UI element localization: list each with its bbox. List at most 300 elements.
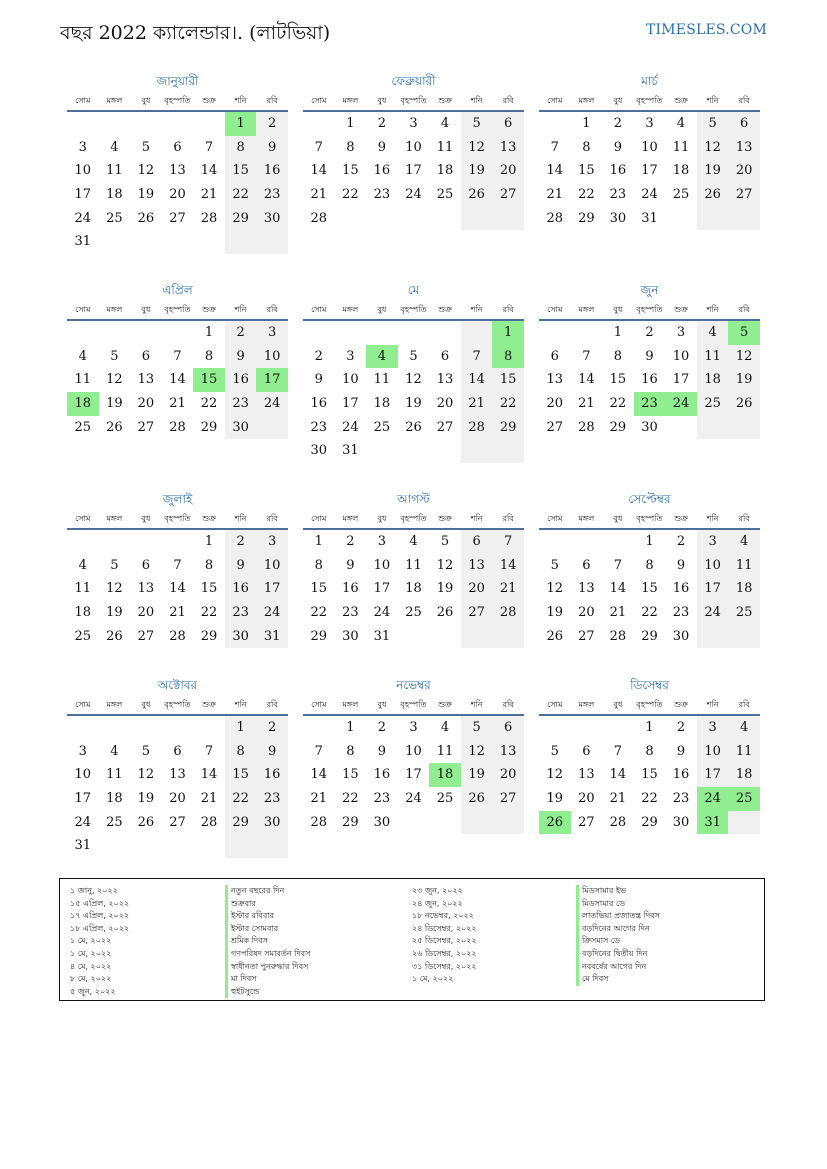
days-grid [303,112,524,230]
day-cell: 10 [405,743,422,759]
day-cell: 21 [578,396,595,412]
empty-cell [193,716,225,740]
empty-cell [99,716,131,740]
weekday-label: বুধ [141,305,151,314]
day-cell: 5 [461,716,493,740]
day-cell: 22 [225,183,257,207]
empty-cell [162,530,194,554]
day-cell: 22 [578,187,595,203]
legend-date: ২৪ ডিসেম্বর, ২০২২ [412,923,477,933]
day-cell: 2 [314,348,323,364]
empty-cell [225,230,257,254]
weekday-label: বুধ [377,514,387,523]
day-cell: 20 [492,763,524,787]
day-cell: 18 [672,163,690,179]
weekday-label: বুধ [613,700,623,709]
day-cell: 5 [110,348,119,364]
day-cell: 30 [373,814,391,830]
day-cell: 4 [366,345,398,369]
day-cell: 29 [641,814,658,830]
empty-cell [492,811,524,835]
day-cell: 14 [492,554,524,578]
day-cell: 26 [697,183,729,207]
days-grid [303,530,524,648]
day-cell: 4 [440,116,450,131]
weekday-label: শুক্র [202,96,216,105]
days-grid [67,112,288,254]
days-grid [539,716,760,834]
day-cell: 16 [342,581,359,597]
empty-cell [398,207,430,231]
empty-cell [429,811,461,835]
day-cell: 18 [106,187,123,203]
day-cell: 5 [550,557,559,573]
day-cell: 24 [256,392,288,416]
day-cell: 10 [373,557,391,573]
days-grid [67,530,288,648]
day-cell: 7 [173,348,182,364]
empty-cell [665,416,697,440]
day-cell: 23 [373,187,391,203]
day-cell: 12 [436,557,454,573]
day-cell: 25 [106,814,123,830]
empty-cell [303,716,335,740]
legend-date: ১৭ এপ্রিল, ২০২২ [70,911,130,921]
day-cell: 5 [728,321,760,345]
day-cell: 20 [169,791,186,807]
day-cell: 7 [204,743,214,759]
day-cell: 4 [728,530,760,554]
day-cell: 27 [137,628,155,644]
day-cell: 21 [461,392,493,416]
day-cell: 6 [582,557,591,573]
day-cell: 14 [546,163,564,179]
day-cell: 20 [546,396,564,412]
day-cell: 24 [405,187,422,203]
day-cell: 4 [440,720,450,735]
day-cell: 18 [67,392,99,416]
brand-link[interactable]: TIMESLES.COM [646,22,767,38]
weekday-label: বুধ [377,305,387,314]
day-cell: 17 [672,372,690,388]
weekday-label: মঙ্গল [106,96,123,105]
legend-holiday-name: মিডসামার ইভ [576,885,660,898]
day-cell: 28 [310,210,328,226]
day-cell: 22 [200,396,218,412]
day-cell: 15 [225,159,257,183]
day-cell: 3 [377,534,387,549]
weekday-header [303,92,524,112]
empty-cell [539,716,571,740]
day-cell: 2 [377,116,387,131]
day-cell: 15 [641,581,658,597]
day-cell: 29 [641,628,658,644]
day-cell: 10 [342,372,359,388]
empty-cell [162,716,194,740]
empty-cell [492,207,524,231]
empty-cell [335,321,367,345]
day-cell: 1 [645,720,654,735]
weekday-label: সোম [547,96,563,105]
day-cell: 3 [256,530,288,554]
empty-cell [571,716,603,740]
legend-date: ২৬ ডিসেম্বর, ২০২২ [412,948,477,958]
day-cell: 5 [697,112,729,136]
day-cell: 30 [641,419,658,435]
empty-cell [728,207,760,231]
days-grid [303,321,524,463]
day-cell: 9 [377,743,387,759]
legend-names-left [225,885,310,998]
day-cell: 21 [169,396,186,412]
day-cell: 31 [74,838,92,854]
day-cell: 13 [137,581,155,597]
day-cell: 9 [314,372,323,388]
empty-cell [539,112,571,136]
month-block [303,490,524,648]
day-cell: 29 [342,814,359,830]
empty-cell [728,811,760,835]
day-cell: 20 [578,791,595,807]
day-cell: 12 [461,740,493,764]
weekday-label: শনি [470,700,483,709]
day-cell: 7 [613,743,623,759]
weekday-label: সোম [75,305,91,314]
weekday-label: শনি [234,305,247,314]
month-name: ফেব্রুয়ারী [391,74,436,88]
weekday-label: বৃহস্পতি [164,514,191,523]
weekday-header [539,301,760,321]
empty-cell [461,207,493,231]
month-name: মার্চ [641,74,658,88]
day-cell: 9 [676,743,686,759]
month-block [539,676,760,834]
day-cell: 25 [728,601,760,625]
weekday-label: শুক্র [438,514,452,523]
day-cell: 13 [578,767,595,783]
legend-date: ২৩ জুন, ২০২২ [412,886,463,895]
day-cell: 4 [110,743,119,759]
day-cell: 18 [728,763,760,787]
day-cell: 12 [137,767,155,783]
day-cell: 7 [461,345,493,369]
empty-cell [429,207,461,231]
empty-cell [162,112,194,136]
month-block [67,676,288,858]
day-cell: 3 [78,743,87,759]
legend-date: ২৪ জুন, ২০২২ [412,898,463,908]
weekday-label: শনি [234,96,247,105]
weekday-label: মঙ্গল [342,514,359,523]
day-cell: 26 [461,787,493,811]
weekday-label: শনি [470,305,483,314]
day-cell: 26 [461,183,493,207]
weekday-label: শনি [706,96,719,105]
weekday-label: শনি [706,305,719,314]
weekday-label: শনি [470,96,483,105]
day-cell: 8 [204,348,214,364]
day-cell: 18 [697,368,729,392]
month-block [539,490,760,648]
day-cell: 24 [641,187,658,203]
day-cell: 2 [346,534,355,549]
day-cell: 8 [645,743,654,759]
day-cell: 1 [613,325,623,340]
day-cell: 9 [613,139,623,155]
day-cell: 8 [225,740,257,764]
weekday-header [67,696,288,716]
day-cell: 9 [256,136,288,160]
day-cell: 28 [609,628,627,644]
day-cell: 28 [200,814,218,830]
day-cell: 31 [697,811,729,835]
day-cell: 19 [461,159,493,183]
empty-cell [130,716,162,740]
day-cell: 15 [225,763,257,787]
weekday-label: রবি [266,700,278,709]
weekday-header [303,510,524,530]
weekday-label: রবি [738,514,750,523]
weekday-label: মঙ্গল [578,305,595,314]
day-cell: 7 [550,139,559,155]
weekday-label: শনি [706,700,719,709]
day-cell: 23 [672,791,690,807]
day-cell: 5 [550,743,559,759]
day-cell: 12 [546,581,564,597]
day-cell: 30 [342,628,359,644]
day-cell: 26 [436,605,454,621]
day-cell: 6 [492,716,524,740]
day-cell: 29 [200,628,218,644]
day-cell: 26 [546,628,564,644]
weekday-label: বুধ [377,700,387,709]
month-block [539,72,760,230]
day-cell: 19 [405,396,422,412]
empty-cell [429,439,461,463]
day-cell: 17 [697,577,729,601]
empty-cell [130,112,162,136]
day-cell: 31 [74,234,92,250]
weekday-label: মঙ্গল [342,96,359,105]
day-cell: 12 [405,372,422,388]
day-cell: 31 [256,625,288,649]
day-cell: 20 [169,187,186,203]
day-cell: 14 [609,767,627,783]
day-cell: 27 [169,210,186,226]
day-cell: 26 [405,419,422,435]
day-cell: 27 [578,628,595,644]
weekday-label: মঙ্গল [106,700,123,709]
weekday-label: সোম [75,700,91,709]
days-grid [67,321,288,439]
weekday-label: বুধ [613,96,623,105]
empty-cell [67,530,99,554]
legend-holiday-name: শুক্রবার [225,898,310,911]
empty-cell [461,321,493,345]
empty-cell [193,230,225,254]
day-cell: 5 [110,557,119,573]
empty-cell [130,530,162,554]
empty-cell [130,834,162,858]
empty-cell [130,321,162,345]
day-cell: 8 [204,557,214,573]
empty-cell [303,321,335,345]
weekday-label: বৃহস্পতি [164,700,191,709]
weekday-label: বৃহস্পতি [400,514,427,523]
day-cell: 28 [461,416,493,440]
day-cell: 26 [106,419,123,435]
day-cell: 2 [613,116,623,131]
legend-dates-left [70,885,129,998]
day-cell: 7 [613,557,623,573]
legend-names-right [576,885,660,986]
day-cell: 30 [225,625,257,649]
day-cell: 11 [672,139,690,155]
day-cell: 15 [492,368,524,392]
day-cell: 7 [314,743,323,759]
legend-holiday-name: নতুন বছরের দিন [225,885,310,898]
month-name: জুন [640,283,659,297]
legend-holiday-name: গণপরিষদ সমাবর্তন দিবস [225,948,310,961]
weekday-label: শুক্র [674,305,688,314]
day-cell: 15 [609,372,627,388]
month-name: সেপ্টেম্বর [628,492,671,506]
legend-dates-right [412,885,477,986]
day-cell: 15 [342,163,359,179]
day-cell: 17 [74,187,92,203]
day-cell: 21 [546,187,564,203]
month-block [67,72,288,254]
day-cell: 15 [578,163,595,179]
day-cell: 25 [373,419,391,435]
day-cell: 1 [225,112,257,136]
day-cell: 21 [200,187,218,203]
empty-cell [130,230,162,254]
day-cell: 14 [578,372,595,388]
day-cell: 11 [436,139,454,155]
day-cell: 25 [74,628,92,644]
day-cell: 1 [204,325,214,340]
day-cell: 17 [74,791,92,807]
day-cell: 16 [373,767,391,783]
weekday-label: বৃহস্পতি [400,700,427,709]
day-cell: 4 [110,139,119,155]
day-cell: 19 [697,159,729,183]
day-cell: 17 [256,577,288,601]
day-cell: 20 [461,577,493,601]
day-cell: 16 [672,581,690,597]
day-cell: 3 [409,116,418,131]
day-cell: 7 [492,530,524,554]
empty-cell [398,811,430,835]
day-cell: 2 [676,720,686,735]
day-cell: 28 [169,419,186,435]
day-cell: 22 [225,787,257,811]
day-cell: 17 [641,163,658,179]
day-cell: 19 [546,791,564,807]
empty-cell [728,416,760,440]
legend-holiday-name: ইস্টার সোমবার [225,923,310,936]
weekday-label: সোম [547,700,563,709]
day-cell: 10 [256,345,288,369]
day-cell: 5 [461,112,493,136]
day-cell: 8 [346,139,355,155]
empty-cell [461,625,493,649]
legend-date: ১ মে, ২০২২ [70,936,112,946]
day-cell: 3 [78,139,87,155]
day-cell: 10 [74,163,92,179]
day-cell: 19 [461,763,493,787]
empty-cell [99,230,131,254]
day-cell: 6 [550,348,559,364]
day-cell: 14 [609,581,627,597]
day-cell: 15 [200,581,218,597]
legend-holiday-name: নববর্ষের আগের দিন [576,961,660,974]
day-cell: 5 [141,139,151,155]
day-cell: 23 [256,183,288,207]
day-cell: 5 [440,534,450,549]
day-cell: 18 [74,605,92,621]
day-cell: 30 [256,207,288,231]
month-block [67,281,288,439]
days-grid [303,716,524,834]
day-cell: 14 [169,581,186,597]
empty-cell [539,321,571,345]
day-cell: 7 [173,557,182,573]
weekday-header [67,510,288,530]
empty-cell [697,416,729,440]
holiday-legend [59,878,765,1001]
day-cell: 17 [373,581,391,597]
day-cell: 27 [169,814,186,830]
day-cell: 25 [74,419,92,435]
day-cell: 28 [578,419,595,435]
weekday-label: বুধ [141,514,151,523]
weekday-label: রবি [266,305,278,314]
weekday-header [303,301,524,321]
day-cell: 24 [373,605,391,621]
day-cell: 3 [256,321,288,345]
day-cell: 14 [461,368,493,392]
empty-cell [99,321,131,345]
day-cell: 30 [225,416,257,440]
day-cell: 11 [405,557,422,573]
day-cell: 10 [405,139,422,155]
day-cell: 18 [373,396,391,412]
day-cell: 13 [436,372,454,388]
weekday-header [67,301,288,321]
day-cell: 18 [106,791,123,807]
legend-holiday-name: মা দিবস [225,973,310,986]
day-cell: 19 [137,791,155,807]
days-grid [539,112,760,230]
weekday-label: শুক্র [438,305,452,314]
day-cell: 22 [609,396,627,412]
day-cell: 24 [405,791,422,807]
weekday-label: শুক্র [202,700,216,709]
day-cell: 23 [225,601,257,625]
day-cell: 29 [225,207,257,231]
day-cell: 22 [342,187,359,203]
legend-date: ১৮ নভেম্বর, ২০২২ [412,911,474,921]
day-cell: 2 [225,321,257,345]
weekday-label: সোম [547,305,563,314]
empty-cell [602,716,634,740]
day-cell: 28 [169,628,186,644]
day-cell: 27 [492,787,524,811]
day-cell: 23 [634,392,666,416]
day-cell: 22 [641,791,658,807]
